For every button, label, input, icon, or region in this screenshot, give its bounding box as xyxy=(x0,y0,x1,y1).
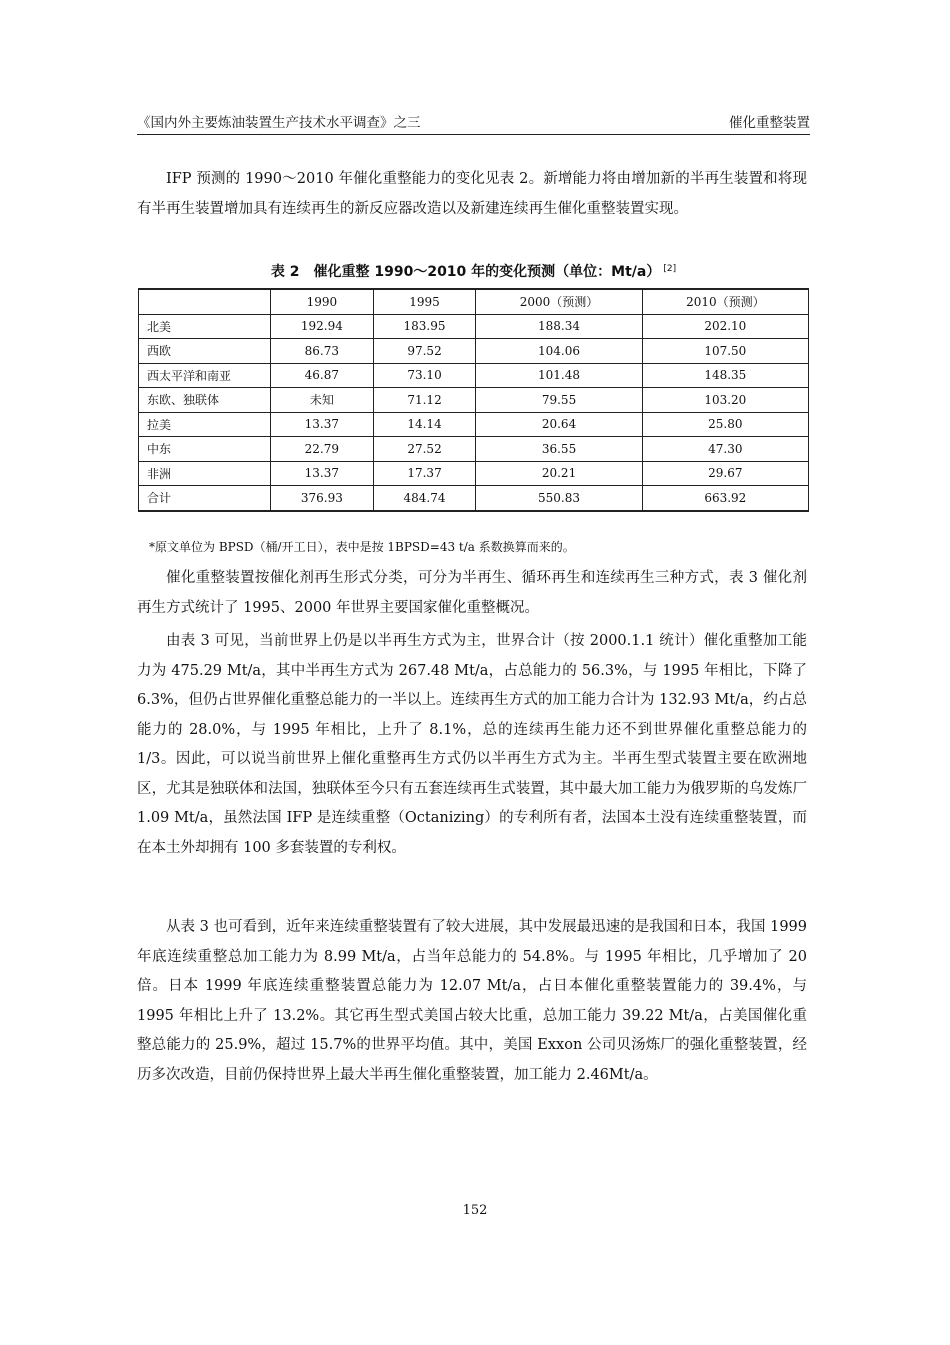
running-header xyxy=(137,111,810,131)
table-cell: 188.34 xyxy=(476,314,642,339)
table-cell: 148.35 xyxy=(642,363,808,388)
table-cell: 550.83 xyxy=(476,486,642,511)
table-cell: 104.06 xyxy=(476,339,642,364)
table-cell: 20.64 xyxy=(476,412,642,437)
table-total-row xyxy=(139,486,809,511)
table-cell-region: 西太平洋和南亚 xyxy=(139,363,271,388)
table-cell: 17.37 xyxy=(373,461,476,486)
intro-paragraph: IFP 预测的 1990～2010 年催化重整能力的变化见表 2。新增能力将由增加新的半再生装置和将现有半再生装置增加具有连续再生的新反应器改造以及新建连续再生催化重整装置实现。 xyxy=(137,171,807,217)
header-book-title: 《国内外主要炼油装置生产技术水平调查》之三 xyxy=(137,115,421,131)
body-paragraph: 从表 3 也可看到，近年来连续重整装置有了较大进展，其中发展最迅速的是我国和日本，我国 1999 年底连续重整总加工能力为 8.99 Mt/a，占当年总能力的 54.8%。与 1995 年相比，几乎增加了 20 倍。日本 1999 年底连续重整装置总能力为 12.07 Mt/a，占日本催化重整装置能力的 39.4%，与 1995 年相比上升了 13.2%。其它再生型式美国占较大比重，总加工能力 39.22 Mt/a，占美国催化重整总能力的 25.9%，超过 15.7%的世界平均值。其中，美国 Exxon 公司贝汤炼厂的强化重整装置，经历多次改造，目前仍保持世界上最大半再生催化重整装置，加工能力 2.46Mt/a。 xyxy=(137,919,807,1083)
column-header-2000: 2000（预测） xyxy=(476,289,642,314)
table-cell: 192.94 xyxy=(271,314,374,339)
table-row xyxy=(139,388,809,413)
table-cell-region: 北美 xyxy=(139,314,271,339)
table-cell: 22.79 xyxy=(271,437,374,462)
table-cell-region: 拉美 xyxy=(139,412,271,437)
table-cell: 71.12 xyxy=(373,388,476,413)
body-paragraph: 由表 3 可见，当前世界上仍是以半再生方式为主，世界合计（按 2000.1.1 统计）催化重整加工能力为 475.29 Mt/a，其中半再生方式为 267.48 Mt/a，占总能力的 56.3%，与 1995 年相比，下降了 6.3%，但仍占世界催化重整总能力的一半以上。连续再生方式的加工能力合计为 132.93 Mt/a，约占总能力的 28.0%，与 1995 年相比，上升了 8.1%，总的连续再生能力还不到世界催化重整总能力的 1/3。因此，可以说当前世界上催化重整再生方式仍以半再生方式为主。半再生型式装置主要在欧洲地区，尤其是独联体和法国，独联体至今只有五套连续再生式装置，其中最大加工能力为俄罗斯的乌发炼厂 1.09 Mt/a，虽然法国 IFP 是连续重整（Octanizing）的专利所有者，法国本土没有连续重整装置，而在本土外却拥有 100 多套装置的专利权。 xyxy=(137,633,807,856)
table-cell: 86.73 xyxy=(271,339,374,364)
table-cell: 36.55 xyxy=(476,437,642,462)
body-paragraph: 催化重整装置按催化剂再生形式分类，可分为半再生、循环再生和连续再生三种方式，表 3 催化剂再生方式统计了 1995、2000 年世界主要国家催化重整概况。 xyxy=(137,570,807,616)
header-rule xyxy=(137,134,810,135)
table-cell-region: 非洲 xyxy=(139,461,271,486)
table-cell: 14.14 xyxy=(373,412,476,437)
table-cell-region: 西欧 xyxy=(139,339,271,364)
table-cell: 107.50 xyxy=(642,339,808,364)
table-cell: 13.37 xyxy=(271,412,374,437)
table-cell: 73.10 xyxy=(373,363,476,388)
page-number: 152 xyxy=(462,1203,488,1218)
table-cell-region: 合计 xyxy=(139,486,271,511)
table-row xyxy=(139,339,809,364)
table-cell: 47.30 xyxy=(642,437,808,462)
table-cell: 97.52 xyxy=(373,339,476,364)
table-cell: 202.10 xyxy=(642,314,808,339)
table-cell: 13.37 xyxy=(271,461,374,486)
table-row xyxy=(139,314,809,339)
table-row xyxy=(139,412,809,437)
table-cell: 101.48 xyxy=(476,363,642,388)
column-header-2010: 2010（预测） xyxy=(642,289,808,314)
column-header-region xyxy=(139,289,271,314)
table-cell: 79.55 xyxy=(476,388,642,413)
table-title xyxy=(137,261,810,281)
table-header-row xyxy=(139,289,809,314)
capacity-table xyxy=(138,288,809,512)
table-cell: 未知 xyxy=(271,388,374,413)
table-cell: 27.52 xyxy=(373,437,476,462)
table-cell: 484.74 xyxy=(373,486,476,511)
table-reference: [2] xyxy=(663,264,677,274)
table-cell: 25.80 xyxy=(642,412,808,437)
table-cell: 46.87 xyxy=(271,363,374,388)
table-row xyxy=(139,437,809,462)
table-cell-region: 中东 xyxy=(139,437,271,462)
table-row xyxy=(139,461,809,486)
column-header-1990: 1990 xyxy=(271,289,374,314)
column-header-1995: 1995 xyxy=(373,289,476,314)
header-section-title: 催化重整装置 xyxy=(729,115,810,131)
table-cell: 183.95 xyxy=(373,314,476,339)
table-footnote: *原文单位为 BPSD（桶/开工日），表中是按 1BPSD=43 t/a 系数换算而来的。 xyxy=(149,540,575,554)
table-cell: 376.93 xyxy=(271,486,374,511)
table-cell: 20.21 xyxy=(476,461,642,486)
table-cell: 663.92 xyxy=(642,486,808,511)
table-title-text: 表 2 催化重整 1990～2010 年的变化预测（单位：Mt/a） xyxy=(270,264,661,280)
table-cell-region: 东欧、独联体 xyxy=(139,388,271,413)
table-row xyxy=(139,363,809,388)
table-cell: 29.67 xyxy=(642,461,808,486)
table-cell: 103.20 xyxy=(642,388,808,413)
